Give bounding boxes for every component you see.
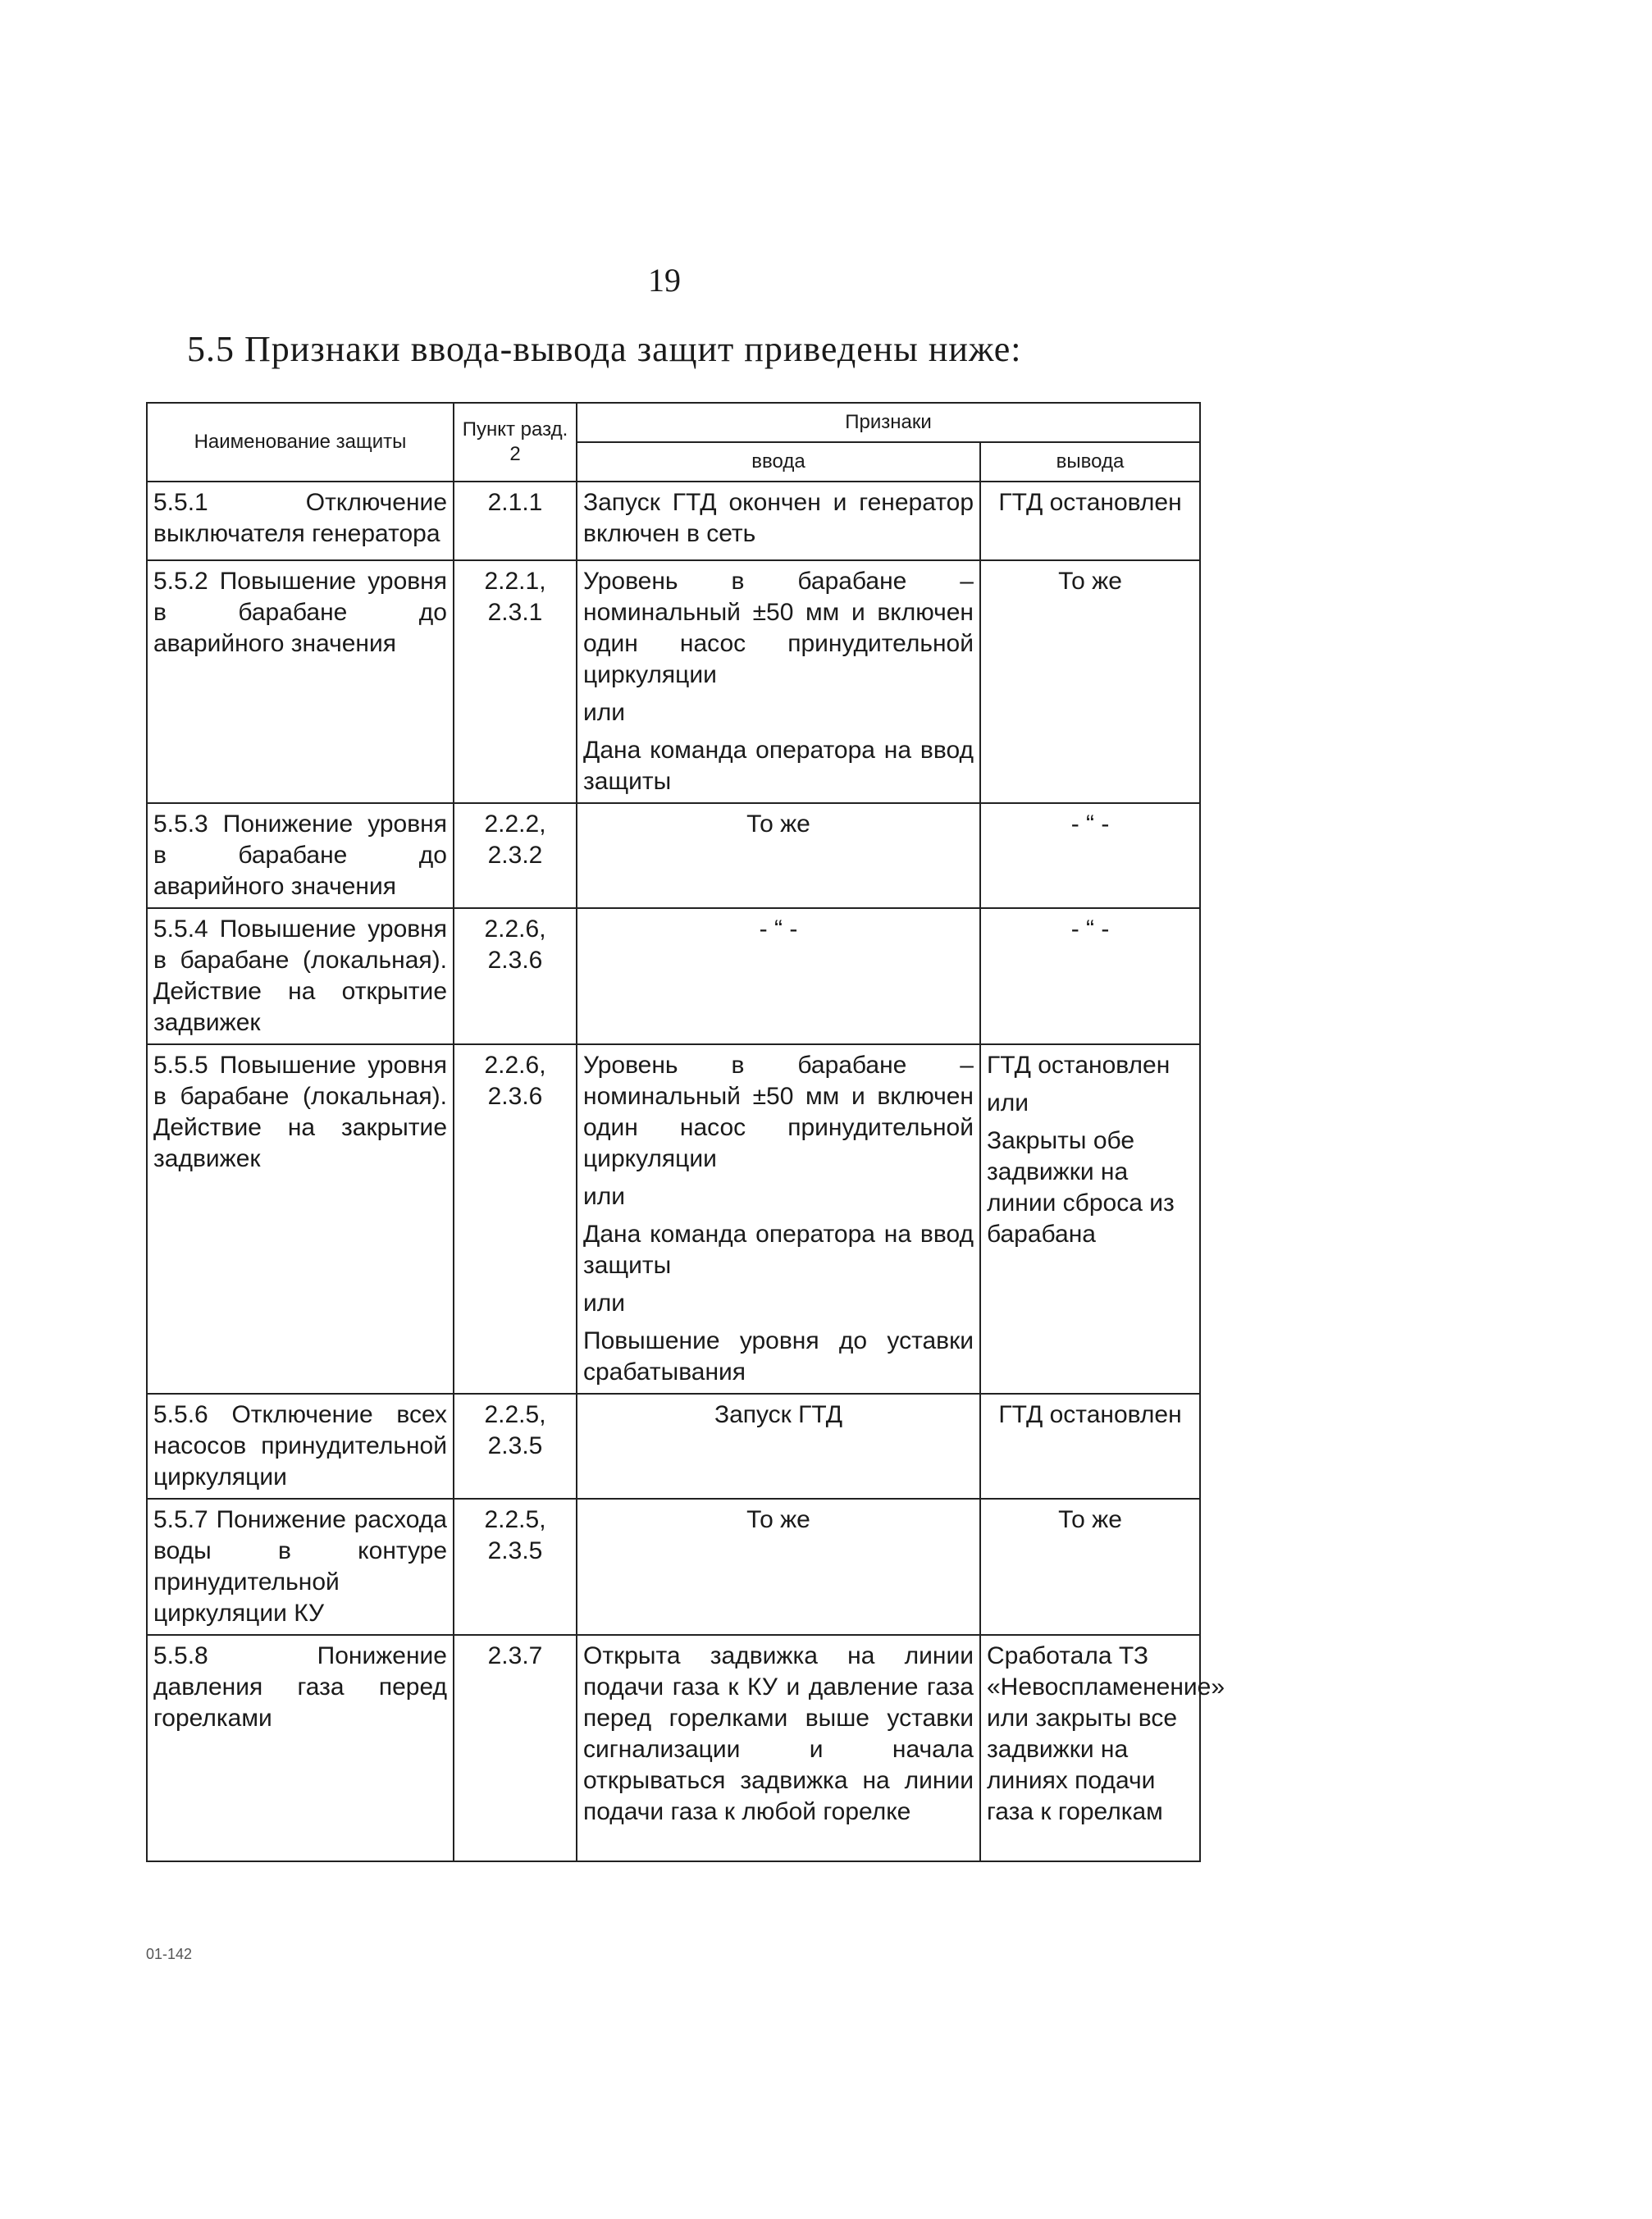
input-signs [577, 1044, 980, 1394]
protection-signs-table [146, 402, 1225, 1862]
sign-or: или [583, 1290, 626, 1317]
sign-ditto: - “ - [1070, 810, 1110, 838]
header-section-ref: Пункт разд. 2 [454, 403, 577, 482]
section-ref: 2.2.1, 2.3.1 [454, 560, 577, 803]
header-protection-name: Наименование защиты [147, 403, 454, 482]
output-signs [980, 482, 1200, 560]
sign-text: Уровень в барабане – номинальный ±50 мм и включен один насос принудительной циркуляции [583, 568, 974, 688]
sign-text: Сработала ТЗ «Невоспламенение» или закрыты все задвижки на линиях подачи газа к горелкам [987, 1642, 1225, 1825]
input-signs [577, 803, 980, 908]
output-signs [980, 908, 1200, 1044]
section-ref: 2.2.6, 2.3.6 [454, 908, 577, 1044]
input-signs [577, 1499, 980, 1635]
sign-text: Повышение уровня до уставки срабатывания [583, 1327, 974, 1386]
sign-text: То же [1058, 1506, 1122, 1533]
sign-text: Запуск ГТД окончен и генератор включен в сеть [583, 489, 974, 547]
footer-mark: 01-142 [146, 1946, 193, 1962]
section-ref: 2.3.7 [454, 1635, 577, 1861]
table-row [147, 482, 1200, 560]
input-signs [577, 1635, 980, 1861]
section-ref: 2.2.2, 2.3.2 [454, 803, 577, 908]
table-row [147, 803, 1200, 908]
output-signs [980, 1635, 1225, 1861]
output-signs [980, 803, 1200, 908]
input-signs [577, 1394, 980, 1499]
sign-text: Закрыты обе задвижки на линии сброса из барабана [987, 1127, 1175, 1248]
sign-text: Дана команда оператора на ввод защиты [583, 1221, 974, 1279]
sign-or: или [583, 699, 626, 726]
header-input: ввода [577, 442, 980, 482]
table-row [147, 1635, 1200, 1861]
protection-name: 5.5.6 Отключение всех насосов принудительной циркуляции [147, 1394, 454, 1499]
section-ref: 2.2.5, 2.3.5 [454, 1394, 577, 1499]
output-signs [980, 1044, 1200, 1394]
input-signs [577, 482, 980, 560]
sign-text: ГТД остановлен [998, 1401, 1182, 1428]
protection-name: 5.5.2 Повышение уровня в барабане до аварийного значения [147, 560, 454, 803]
header-output: вывода [980, 442, 1200, 482]
sign-text: То же [746, 1506, 810, 1533]
output-signs [980, 560, 1200, 803]
protection-name: 5.5.8 Понижение давления газа перед горелками [147, 1635, 454, 1861]
table-row [147, 908, 1200, 1044]
protection-name: 5.5.1 Отключение выключателя генератора [147, 482, 454, 560]
protection-name: 5.5.5 Повышение уровня в барабане (локальная). Действие на закрытие задвижек [147, 1044, 454, 1394]
sign-text: То же [746, 810, 810, 838]
protection-name: 5.5.7 Понижение расхода воды в контуре принудительной циркуляции КУ [147, 1499, 454, 1635]
protection-name: 5.5.3 Понижение уровня в барабане до аварийного значения [147, 803, 454, 908]
input-signs [577, 560, 980, 803]
sign-or: или [583, 1183, 626, 1210]
page-number: 19 [648, 262, 681, 299]
sign-text: То же [1058, 568, 1122, 595]
sign-ditto: - “ - [759, 915, 798, 943]
section-ref: 2.2.6, 2.3.6 [454, 1044, 577, 1394]
input-signs [577, 908, 980, 1044]
section-ref: 2.1.1 [454, 482, 577, 560]
table-row [147, 1394, 1200, 1499]
sign-or: или [987, 1089, 1029, 1116]
output-signs [980, 1499, 1200, 1635]
table-row [147, 1499, 1200, 1635]
sign-text: ГТД остановлен [998, 489, 1182, 516]
table-row [147, 560, 1200, 803]
sign-text: Запуск ГТД [714, 1401, 843, 1428]
protection-name: 5.5.4 Повышение уровня в барабане (локальная). Действие на открытие задвижек [147, 908, 454, 1044]
sign-text: Дана команда оператора на ввод защиты [583, 737, 974, 795]
sign-text: ГТД остановлен [987, 1052, 1171, 1079]
section-ref: 2.2.5, 2.3.5 [454, 1499, 577, 1635]
sign-text: Уровень в барабане – номинальный ±50 мм и включен один насос принудительной циркуляции [583, 1052, 974, 1172]
sign-ditto: - “ - [1070, 915, 1110, 943]
header-signs: Признаки [577, 403, 1200, 442]
sign-text: Открыта задвижка на линии подачи газа к КУ и давление газа перед горелками выше уставки сигнализации и начала открываться задвижка на линии подачи газа к любой горелке [583, 1642, 974, 1825]
section-heading: 5.5 Признаки ввода-вывода защит приведены ниже: [187, 329, 1022, 369]
output-signs [980, 1394, 1200, 1499]
table-row [147, 1044, 1200, 1394]
